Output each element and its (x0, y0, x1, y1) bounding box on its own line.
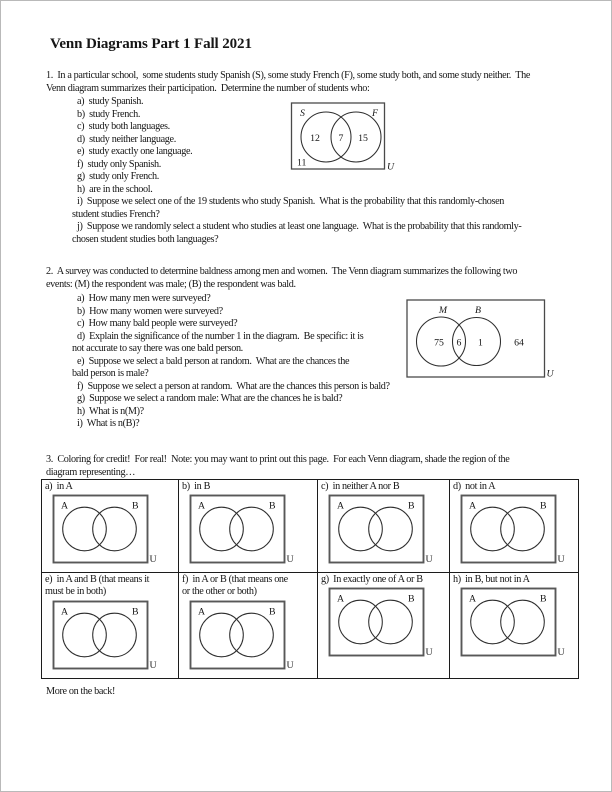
venn-diagram-blank (460, 587, 566, 658)
list-item-continuation: bald person is male? (72, 368, 149, 379)
left-set-label: A (61, 606, 69, 618)
venn-diagram-male-bald (406, 297, 556, 382)
paragraph-line: 2. A survey was conducted to determine baldness among men and women. The Venn diagram summarizes the following two (46, 266, 518, 277)
cell-label: a) in A (45, 481, 73, 492)
list-item: g) study only French. (77, 171, 159, 182)
table-cell-e (42, 573, 179, 678)
list-item-continuation: student studies French? (72, 208, 160, 220)
list-item-continuation: not accurate to say there was one bald person. (72, 343, 243, 354)
list-item-continuation: chosen student studies both languages? (72, 233, 219, 245)
cell-label: c) in neither A nor B (321, 481, 400, 492)
left-set-label: M (438, 305, 448, 316)
list-item: f) Suppose we select a person at random. What are the chances this person is bald? (77, 380, 390, 392)
right-set-circle (93, 613, 137, 657)
cell-label: h) in B, but not in A (453, 574, 530, 585)
cell-label: must be in both) (45, 586, 106, 598)
footer-note: More on the back! (46, 686, 116, 697)
intersection-count: 6 (456, 337, 462, 349)
paragraph-line: events: (M) the respondent was male; (B) the respondent was bald. (46, 278, 296, 290)
universe-label: U (546, 368, 554, 380)
paragraph-line: 3. Coloring for credit! For real! Note: you may want to print out this page. For each Venn diagram, shade the region of the (46, 454, 510, 465)
left-set-circle (471, 601, 515, 645)
paragraph-line: Venn diagram summarizes their participation. Determine the number of students who: (46, 82, 370, 94)
list-item: f) study only Spanish. (77, 158, 161, 170)
list-item: i) Suppose we select one of the 19 students who study Spanish. What is the probability that this randomly-chosen (77, 196, 505, 207)
table-cell-h (450, 573, 578, 678)
problem1-intro (46, 70, 530, 95)
right-set-label: B (132, 500, 139, 512)
left-set-label: A (337, 593, 345, 605)
venn-diagram-blank (189, 494, 295, 565)
outside-count: 11 (297, 157, 307, 169)
list-item: c) How many bald people were surveyed? (77, 318, 238, 329)
problem2-intro (46, 266, 517, 291)
list-item: c) study both languages. (77, 121, 170, 132)
venn-diagram-blank (52, 494, 158, 565)
left-set-label: A (469, 593, 477, 605)
left-only-count: 12 (310, 133, 320, 144)
right-set-circle (230, 613, 274, 657)
right-set-label: B (269, 500, 276, 512)
list-item: e) study exactly one language. (77, 146, 193, 157)
list-item: b) How many women were surveyed? (77, 305, 223, 317)
cell-label: f) in A or B (that means one (182, 574, 288, 585)
right-only-count: 1 (478, 337, 483, 349)
list-item: j) Suppose we randomly select a student who studies at least one language. What is the probability that this randomly- (77, 221, 522, 232)
intersection-count: 7 (338, 133, 344, 144)
venn-diagram-spanish-french (290, 101, 398, 173)
universe-label: U (557, 647, 565, 659)
left-set-label: A (198, 606, 206, 618)
right-set-label: B (408, 500, 415, 512)
right-set-label: B (540, 500, 547, 512)
right-set-label: B (540, 593, 547, 605)
cell-label: e) in A and B (that means it (45, 574, 150, 585)
page-title: Venn Diagrams Part 1 Fall 2021 (50, 36, 252, 52)
table-cell-a (42, 480, 179, 573)
left-set-circle (200, 613, 244, 657)
cell-label: or the other or both) (182, 586, 257, 598)
list-item: e) Suppose we select a bald person at random. What are the chances the (77, 355, 350, 367)
left-set-circle (63, 613, 107, 657)
right-set-circle (93, 508, 137, 552)
table-cell-d (450, 480, 578, 573)
table-cell-g (318, 573, 450, 678)
left-only-count: 75 (434, 337, 444, 349)
problem2-items (72, 293, 390, 431)
right-set-label: B (269, 606, 276, 618)
list-item: h) are in the school. (77, 183, 153, 195)
right-set-circle (501, 601, 545, 645)
right-set-label: B (132, 606, 139, 618)
venn-diagram-blank (52, 600, 158, 671)
left-set-label: A (469, 500, 477, 512)
left-set-label: S (300, 108, 305, 119)
venn-diagram-blank (328, 494, 434, 565)
universe-label: U (286, 554, 294, 566)
list-item: d) study neither language. (77, 133, 176, 145)
universe-label: U (425, 647, 433, 659)
left-set-label: A (337, 500, 345, 512)
left-set-circle (63, 508, 107, 552)
right-set-circle (501, 508, 545, 552)
right-set-label: B (408, 593, 415, 605)
right-only-count: 15 (358, 133, 368, 144)
list-item: g) Suppose we select a random male: What are the chances he is bald? (77, 393, 343, 404)
left-set-circle (339, 601, 383, 645)
shading-exercise-table (41, 479, 579, 679)
left-set-circle (339, 508, 383, 552)
right-set-circle (369, 601, 413, 645)
cell-label: g) In exactly one of A or B (321, 574, 423, 585)
cell-label: b) in B (182, 481, 211, 492)
right-set-circle (369, 508, 413, 552)
universe-label: U (387, 161, 395, 173)
venn-diagram-blank (328, 587, 434, 658)
table-cell-f (179, 573, 318, 678)
universe-label: U (557, 554, 565, 566)
left-set-label: A (61, 500, 69, 512)
list-item: d) Explain the significance of the number 1 in the diagram. Be specific: it is (77, 330, 364, 342)
list-item: i) What is n(B)? (77, 418, 140, 429)
left-set-circle (471, 508, 515, 552)
universe-label: U (149, 659, 157, 671)
venn-diagram-blank (189, 600, 295, 671)
venn-diagram-blank (460, 494, 566, 565)
left-set-label: A (198, 500, 206, 512)
left-set-circle (301, 112, 351, 162)
list-item: a) study Spanish. (77, 96, 144, 107)
right-set-label: B (475, 305, 481, 316)
paragraph-line: diagram representing… (46, 466, 136, 478)
list-item: a) How many men were surveyed? (77, 293, 211, 304)
right-set-label: F (372, 108, 378, 119)
list-item: b) study French. (77, 108, 141, 120)
cell-label: d) not in A (453, 481, 496, 492)
universe-label: U (286, 659, 294, 671)
universe-label: U (425, 554, 433, 566)
left-set-circle (200, 508, 244, 552)
outside-count: 64 (514, 337, 524, 349)
universe-label: U (149, 554, 157, 566)
paragraph-line: 1. In a particular school, some students study Spanish (S), some study French (F), some study both, and some study neither. The (46, 70, 531, 81)
table-cell-b (179, 480, 318, 573)
right-set-circle (230, 508, 274, 552)
problem3-intro (46, 454, 509, 479)
list-item: h) What is n(M)? (77, 405, 144, 417)
table-cell-c (318, 480, 450, 573)
